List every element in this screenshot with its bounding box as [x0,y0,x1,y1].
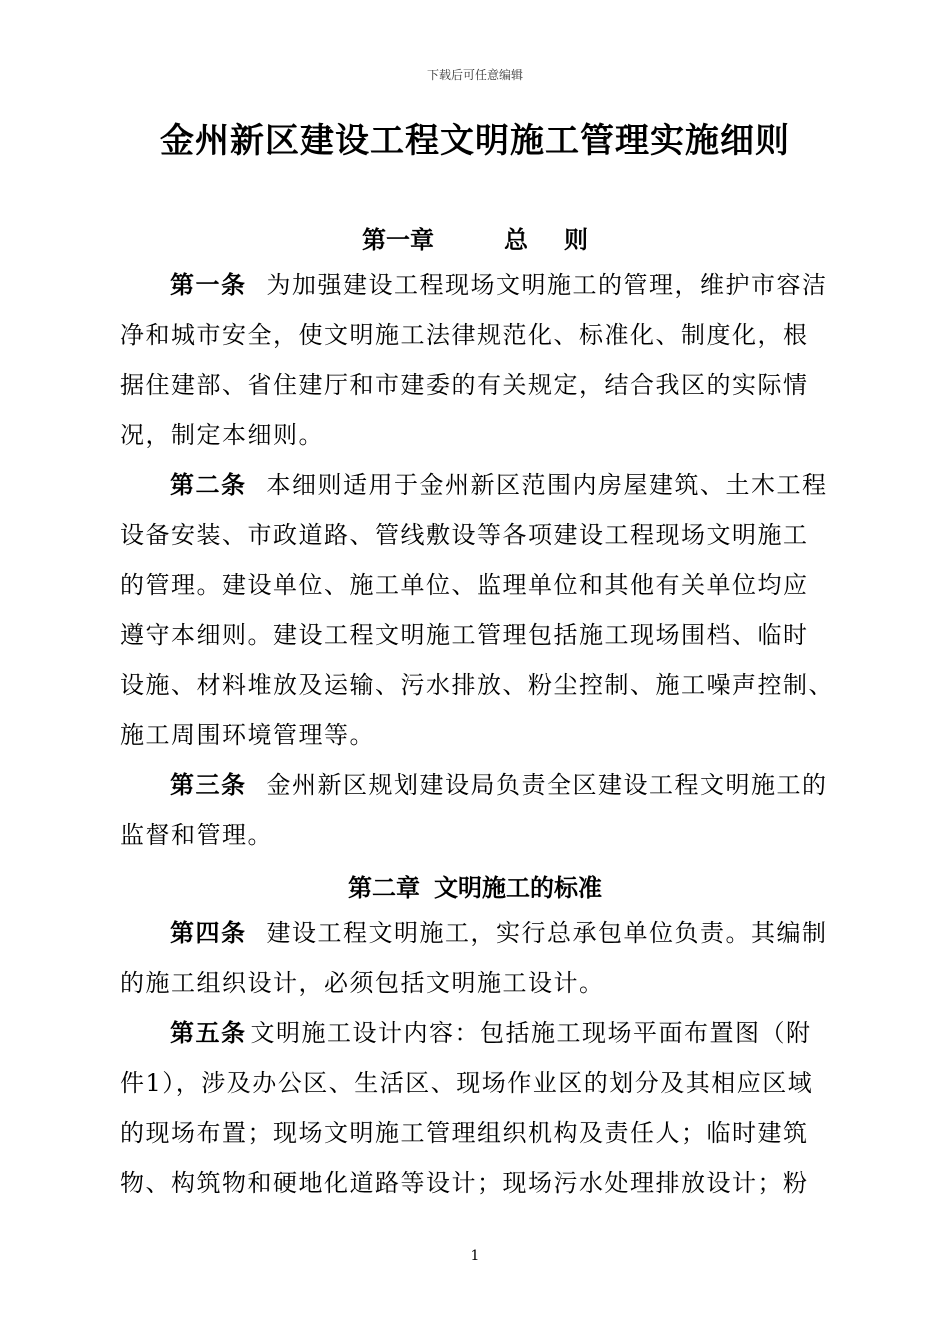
article-1-line-3: 据住建部、省住建厅和市建委的有关规定，结合我区的实际情 [120,371,809,399]
article-1-line-2: 净和城市安全，使文明施工法律规范化、标准化、制度化，根 [120,321,809,349]
chapter-2-title: 文明施工的标准 [434,874,602,902]
chapter-2-heading [0,868,950,903]
chapter-1-title-char-2: 则 [564,226,588,254]
article-2-line-6: 施工周围环境管理等。 [120,721,375,749]
article-5-label: 第五条 [170,1019,247,1047]
article-2-line-5: 设施、材料堆放及运输、污水排放、粉尘控制、施工噪声控制、 [120,671,834,699]
article-2-line-2: 设备安装、市政道路、管线敷设等各项建设工程现场文明施工 [120,521,809,549]
article-3-label: 第三条 [170,771,247,799]
article-4-line-2: 的施工组织设计，必须包括文明施工设计。 [120,969,605,997]
article-2-label: 第二条 [170,471,247,499]
article-1-line-1: 第一条 为加强建设工程现场文明施工的管理，维护市容洁 [170,271,828,299]
chapter-1-number: 第一章 [362,226,434,254]
chapter-2-number: 第二章 [348,874,420,902]
article-3-line-2: 监督和管理。 [120,821,273,849]
article-2-line-4: 遵守本细则。建设工程文明施工管理包括施工现场围档、临时 [120,621,809,649]
document-title: 金州新区建设工程文明施工管理实施细则 [160,121,790,161]
article-3-line-1: 第三条 金州新区规划建设局负责全区建设工程文明施工的 [170,771,828,799]
article-5-line-3: 的现场布置；现场文明施工管理组织机构及责任人；临时建筑 [120,1119,809,1147]
header-note: 下载后可任意编辑 [426,68,523,82]
article-1-label: 第一条 [170,271,247,299]
article-2-line-1: 第二条 本细则适用于金州新区范围内房屋建筑、土木工程 [170,471,828,499]
article-5-line-4: 物、构筑物和硬地化道路等设计；现场污水处理排放设计；粉 [120,1169,809,1197]
article-5-line-1: 第五条 文明施工设计内容：包括施工现场平面布置图（附 [170,1019,812,1047]
chapter-1-title-char-1: 总 [504,226,528,254]
article-5-line-2: 件1），涉及办公区、生活区、现场作业区的划分及其相应区域 [120,1069,814,1097]
article-1-line-4: 况，制定本细则。 [120,421,324,449]
article-4-label: 第四条 [170,919,247,947]
page-number: 1 [470,1248,480,1264]
article-4-line-1: 第四条 建设工程文明施工，实行总承包单位负责。其编制 [170,919,828,947]
chapter-1-heading [0,220,950,255]
article-2-line-3: 的管理。建设单位、施工单位、监理单位和其他有关单位均应 [120,571,809,599]
